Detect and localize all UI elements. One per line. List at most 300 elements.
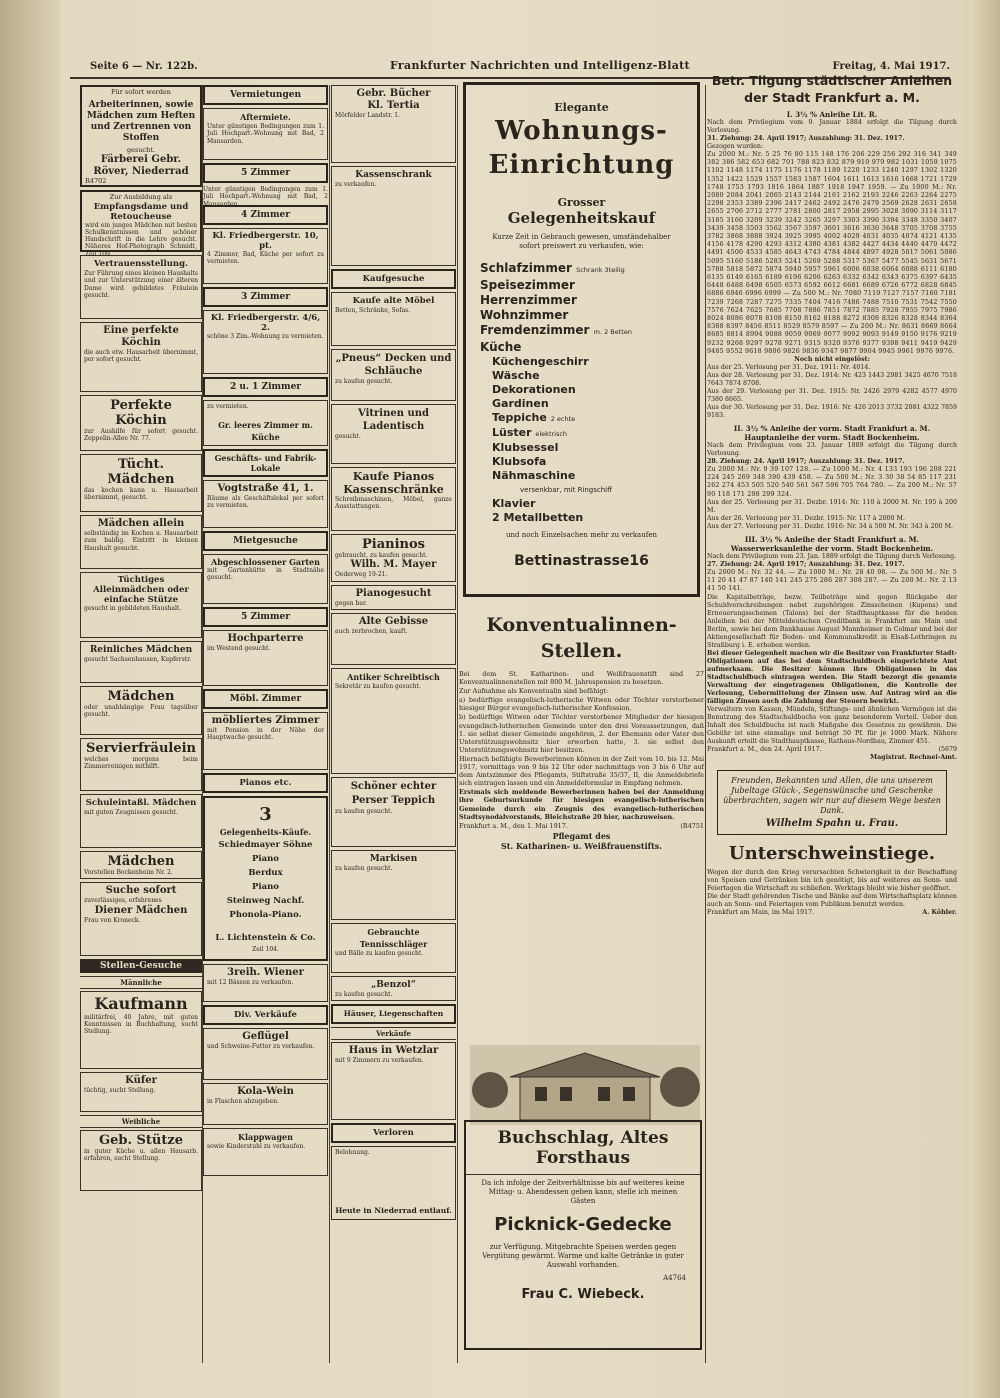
- ad-firm: Gebr. Bücher: [356, 88, 431, 99]
- ad-alleinmaedchen: [80, 572, 202, 638]
- item-note: elektrisch: [535, 430, 568, 438]
- section-heading: Kaufgesuche: [362, 274, 425, 284]
- ad-code: R4702: [85, 177, 107, 185]
- classifieds-column-1: [80, 85, 202, 1368]
- ad-text: mit Pension in der Nähe der Hauptwache gesucht.: [207, 727, 324, 742]
- ad-line: Schiedmayer Söhne: [218, 840, 313, 850]
- ad-title: Suche sofort: [105, 885, 177, 897]
- heading-haeuser: [331, 1004, 456, 1024]
- subsection-heading: Weibliche: [80, 1115, 202, 1128]
- notice-title: Unterschweinstiege.: [728, 842, 936, 864]
- ad-text: das kochen kann u. Hausarbeit übernimmt, gesucht.: [84, 487, 198, 502]
- ad-title: Hochparterre: [227, 633, 304, 644]
- ad-title: Gelegenheits-Käufe.: [219, 827, 312, 837]
- notice-paragraph: Aus der 26. Verlosung per 31. Dezbr. 1915: Nr. 117 à 2000 M.: [707, 514, 905, 522]
- item-name: Lüster: [492, 426, 532, 439]
- ad-title: Servierfräulein: [85, 741, 197, 756]
- list-item: 2 Metallbetten: [492, 511, 584, 524]
- ad-vertrauensstellung: [80, 255, 202, 319]
- ad-title: Tüchtiges Alleinmädchen oder einfache Stütze: [93, 575, 189, 605]
- ad-title: möbliertes Zimmer: [211, 715, 320, 726]
- ad-moebliertes-zimmer: [203, 712, 328, 770]
- issue-date: Freitag, 4. Mai 1917.: [832, 61, 950, 72]
- ad-wohnungseinrichtung: [463, 82, 700, 597]
- ad-text: Oederweg 19-21.: [335, 571, 388, 579]
- ad-alte-moebel: [331, 292, 456, 346]
- ad-number: 3: [259, 804, 272, 825]
- ad-title: Schöner echter Perser Teppich: [350, 780, 437, 806]
- ad-line: Phonola-Piano.: [229, 910, 302, 920]
- ad-title: Vitrinen und Ladentisch: [358, 408, 429, 432]
- ad-text: Belohnung.: [335, 1149, 370, 1157]
- ad-text: in Flaschen abzugeben.: [207, 1098, 279, 1105]
- list-item: [480, 369, 683, 383]
- ad-schreibtisch: [331, 668, 456, 774]
- ad-line: Piano: [252, 854, 279, 864]
- ad-text: Räume als Geschäftslokal per sofort zu vermieten.: [207, 495, 324, 510]
- ad-koechin: [80, 322, 202, 392]
- item-name: Nähmaschine: [492, 469, 576, 482]
- ad-title: Markisen: [369, 853, 418, 864]
- ad-vogtstrasse: [203, 480, 328, 528]
- ad-text: zu kaufen gesucht.: [335, 864, 393, 872]
- ad-title: Wohnungs-: [495, 116, 668, 146]
- bond-number-list: Zu 2000 M.: Nr. 5 25 76 80 115 148 176 206 229 256 292 316 341 349 382 386 582 653 682 701 788 823 832 879 910 979 982 1031 1059 1075 1102 1148 1174 1175 1176 1178 1189 1220 1233 1240 1297 1302 1320 1352 1422 1529 1557 1583 1587 1604 1611 1613 1616 1668 1721 1729 1748 1753 1793 1816 1864 1887 1918 1947 1959. — Zu 1000 M.: Nr. 2080 2084 2041 2065 2143 2144 2161 2162 2193 2246 2263 2264 2275 2298 2353 2389 2396 2417 2462 2492 2476 2479 2569 2628 2631 2658 2655 2706 2712 2777 2781 2800 2817 2958 2995 3028 3090 3114 3117 3185 3160 3209 3239 3242 3265 3297 3303 3390 3394 3348 3350 3407 3439 3458 3503 3562 3567 3597 3601 3616 3630 3648 3705 3708 3755 3782 3868 3888 3924 3925 3995 4002 4029 4031 4035 4074 4121 4135 4156 4178 4290 4293 4312 4380 4381 4382 4427 4434 4440 4470 4472 4491 4500 4533 4585 4643 4743 4784 4844 4897 4928 5017 5061 5086 5095 5160 5186 5283 5241 5269 5288 5317 5367 5477 5545 5631 5671 5788 5818 5872 5874 5940 5957 5961 6006 6038 6064 6088 6111 6180 6135 6149 6165 6189 6196 6206 6263 6332 6342 6343 6375 6397 6435 6448 6488 6498 6505 6573 6592 6612 6681 6689 6726 6772 6828 6845 6886 6946 6996 6999 — Zu 500 M.: Nr. 7080 7119 7127 7157 7160 7181 7239 7268 7287 7275 7335 7404 7416 7486 7488 7510 7531 7542 7550 7576 7624 7625 7685 7708 7886 7851 7872 7885 7928 7955 7975 7986 8024 8086 8078 8108 8150 8162 8188 8272 8308 8326 8328 8344 8364 8388 8397 8456 8511 8529 8579 8597 — Zu 200 M.: Nr. 8631 8669 8664 8685 8814 8994 9088 9059 9069 9077 9092 9093 9149 9150 9176 9219 9232 9268 9297 9278 9271 9315 9320 9376 9377 9398 9411 9419 9429 9485 9552 9618 9806 9826 9836 9347 9877 9904 9945 9961 9976 9976.: [707, 151, 957, 355]
- newspaper-title: Frankfurter Nachrichten und Intelligenz-Blatt: [390, 59, 690, 72]
- ad-title: „Benzol“: [371, 979, 416, 990]
- ad-title: „Pneus“ Decken und Schläuche: [335, 353, 452, 377]
- ad-title: Mädchen: [107, 854, 175, 869]
- list-item: [480, 397, 683, 411]
- ad-kaufmann: [80, 991, 202, 1069]
- heading-4-zimmer: [203, 205, 328, 225]
- ad-markisen: [331, 850, 456, 920]
- ad-maedchen-2: [80, 851, 202, 879]
- ad-intro: Für sofort werden: [111, 88, 171, 96]
- ad-kaufe-pianos: [331, 467, 456, 531]
- ad-title: Küfer: [125, 1074, 157, 1086]
- ad-kola-wein: [203, 1083, 328, 1125]
- ad-title: Kl. Tertia: [367, 100, 420, 111]
- bond-number-list: Zu 2000 M.: Nr. 9 39 107 128. — Zu 1000 M.: Nr. 4 133 193 196 208 221 224 245 269 348 390 439 458. — Zu 500 M.: Nr. 3 30 38 54 85 117 231 262 274 453 505 520 540 561 567 596 705 764 780. — Zu 200 M.: Nr. 57 90 118 171 298 299 324.: [707, 466, 957, 498]
- ad-line: Steinweg Nachf.: [226, 896, 305, 906]
- ad-vitrinen: [331, 404, 456, 464]
- notice-paragraph: Bei dem St. Katharinen- und Weißfrauenstift sind 27 Konventualinnenstellen mit 800 M. Jahrespension zu besetzen.: [459, 670, 704, 687]
- section-heading: 5 Zimmer: [241, 612, 290, 622]
- notice-paragraph: Aus der 25. Verlosung per 31. Dezbr. 1914: Nr. 110 à 2000 M. Nr. 195 à 200 M.: [707, 498, 957, 514]
- ad-text: zu kaufen gesucht.: [335, 807, 393, 815]
- item-name: Teppiche: [492, 411, 547, 424]
- list-item: [480, 340, 683, 355]
- ad-line: Berdux: [248, 868, 283, 878]
- list-item: [480, 469, 683, 483]
- ad-klappwagen: [203, 1128, 328, 1176]
- item-name: Dekorationen: [492, 383, 576, 396]
- notice-paragraph: Nach dem Privilegium vom 23. Jan. 1889 erfolgt die Tilgung durch Verlosung.: [707, 552, 957, 560]
- list-item: [480, 278, 683, 293]
- ad-kicker: Grosser: [557, 196, 606, 209]
- ad-title: Reinliches Mädchen: [89, 645, 193, 655]
- heading-pianos: [203, 773, 328, 793]
- ad-text: gebraucht, zu kaufen gesucht.: [335, 552, 428, 559]
- heading-3-zimmer: [203, 287, 328, 307]
- ad-maedchen: [80, 686, 202, 735]
- item-name: Klubsessel: [492, 441, 559, 454]
- ad-title: Geflügel: [242, 1031, 289, 1042]
- ad-text: Unter günstigen Bedingungen zum 1. Juli Hochpart.-Wohnung mit Bad, 2 Mansarden.: [207, 123, 324, 145]
- notice-date: Frankfurt a. M., den 1. Mai 1917.: [459, 821, 568, 830]
- ad-text: Unter günstigen Bedingungen zum 1. Juli Hochpart.-Wohnung mit Bad, 2 Mansarden.: [203, 186, 328, 208]
- notice-signature: Magistrat. Rechnei-Amt.: [870, 753, 957, 761]
- section-heading: Möbl. Zimmer: [229, 694, 302, 704]
- heading-geschaeftslokale: [203, 449, 328, 477]
- subsection-heading: Männliche: [80, 976, 202, 989]
- ad-text: zur Aushilfe für sofort gesucht. Zeppelin-Allee Nr. 77.: [84, 428, 198, 443]
- ad-text: zu kaufen gesucht.: [335, 378, 393, 385]
- notice-paragraph: Verwaltern von Kassen, Mündeln, Stiftungs- und ähnlichen Vermögen ist die Benutzung des Stadtschuldbuchs von ganz besonderem Vorteil. Ueber den Inhalt des Schuldbuchs ist nach Maßgabe des Gesetzes zu gewähren. Die Gebühr ist eine einmalige und beträgt 50 Pf. für je 1000 Mark. Nähere Auskunft erteilt die Stadthauptkasse, Rathaus-Nordbau, Zimmer 451.: [707, 705, 957, 745]
- list-item: [480, 411, 683, 426]
- ad-title: Vogtstraße 41, 1.: [217, 483, 314, 494]
- ad-text: oder unabhängige Frau tagsüber gesucht.: [84, 704, 198, 719]
- ad-alte-gebisse: [331, 613, 456, 665]
- notice-title: der Stadt Frankfurt a. M.: [744, 90, 920, 105]
- notice-paragraph: 31. Ziehung: 24. April 1917; Auszahlung: 31. Dez. 1917.: [707, 135, 905, 142]
- ad-text: schöne 3 Zim.-Wohnung zu vermieten.: [207, 333, 324, 340]
- ad-text: selbständig im Kochen u. Hausarbeit zum baldig. Eintritt in kleinen Haushalt gesucht.: [84, 530, 198, 552]
- notice-paragraph: Nach dem Privilegium vom 9. Januar 1884 erfolgt die Tilgung durch Verlosung.: [707, 119, 957, 134]
- ad-buecher: [331, 85, 456, 163]
- ad-text: gesucht.: [335, 433, 361, 440]
- ad-title: Mädchen: [107, 689, 175, 704]
- notice-paragraph: Aus der 28. Verlosung per 31. Dez. 1914: Nr. 423 1443 2981 3425 4670 7518 7643 7874 8708.: [707, 372, 957, 388]
- ad-text: mit guten Zeugnissen gesucht.: [84, 809, 178, 816]
- ad-title: Eine perfekte Köchin: [103, 325, 179, 348]
- ad-text: zu kaufen gesucht.: [335, 990, 393, 998]
- ad-headline: Picknick-Gedecke: [494, 1214, 672, 1235]
- notice-date: Frankfurt a. M., den 24. April 1917.: [707, 745, 822, 753]
- item-note: Schrank 3teilig: [576, 266, 625, 274]
- ad-text: wird ein junges Mädchen mit besten Schulkenntnissen und schöner Handschrift in die Lehre gesucht. Näheres Hof-Photograph Schmidt, Zeil 109.: [85, 221, 197, 258]
- ad-pianinos: [331, 534, 456, 582]
- ad-text: Mörfelder Landstr. 1.: [335, 112, 400, 119]
- column-rule: [705, 85, 706, 1363]
- ad-title: Alte Gebisse: [358, 615, 429, 627]
- ad-title: Schuleintaßl. Mädchen: [85, 798, 197, 808]
- page-number: Seite 6 — Nr. 122b.: [90, 61, 198, 72]
- ad-title: Buchschlag, Altes Forsthaus: [466, 1122, 700, 1175]
- section-heading: 2 u. 1 Zimmer: [229, 382, 302, 392]
- ad-text: Zur Führung eines kleinen Haushalts und zur Unterstützung einer älteren Dame wird gebildetes Fräulein gesucht.: [84, 270, 198, 299]
- ad-text: Frau von Kroneck.: [84, 916, 141, 924]
- notice-title: Konventualinnen-Stellen.: [486, 614, 677, 662]
- ad-title: Einrichtung: [488, 150, 675, 180]
- notice-date: Frankfurt am Main, im Mai 1917.: [707, 908, 815, 916]
- item-name: Küchengeschirr: [492, 355, 589, 368]
- ad-title: Kassenschrank: [355, 170, 432, 180]
- ad-text: Schreibmaschinen, Möbel, ganze Ausstattungen.: [335, 496, 452, 511]
- section-heading: 4 Zimmer: [241, 210, 290, 220]
- ad-title: Tücht. Mädchen: [107, 457, 175, 487]
- furniture-list: [480, 261, 683, 355]
- ad-title: Arbeiterinnen, sowie Mädchen zum Heften und Zertrennen von Stoffen: [86, 99, 196, 143]
- ad-kuefer: [80, 1072, 202, 1112]
- ad-title: Abgeschlossener Garten: [211, 557, 320, 567]
- notice-anleihen-column: [707, 72, 957, 1372]
- section-heading: Stellen-Gesuche: [80, 959, 202, 973]
- ad-aftermiete: [203, 108, 328, 160]
- section-heading: Häuser, Liegenschaften: [343, 1009, 444, 1019]
- section-heading: Div. Verkäufe: [234, 1010, 297, 1020]
- ad-text: militärfrei, 40 Jahre, mit guten Kenntnissen in Buchhaltung, sucht Stellung.: [84, 1013, 198, 1036]
- ad-title: Diener Mädchen: [94, 904, 188, 916]
- notice-paragraph: Die der Stadt gehörenden Tische und Bänke auf dem Wirtschaftsplatz können auch an Sonn- und Feiertagen vom Publikum benutzt werden.: [707, 892, 957, 908]
- notice-paragraph: Hiernach befähigte Bewerberinnen können in der Zeit vom 10. bis 12. Mai 1917, vormittags von 9 bis 12 Uhr oder nachmittags von 3 bis 6 Uhr auf dem Amtszimmer des Pflegamts, Stiftstraße 35/37, II, die Anmeldebriefe sich eintragen lassen und ein Anmeldeformular in Empfang nehmen.: [459, 754, 704, 788]
- notice-paragraph: Aus der 29. Verlosung per 31. Dez. 1915: Nr. 2426 2979 4282 4577 4970 7380 8665.: [707, 388, 957, 404]
- ad-kicker: Elegante: [554, 101, 609, 114]
- ad-pianogesucht: [331, 585, 456, 610]
- ad-text: zu verkaufen.: [335, 181, 377, 188]
- heading-2-1-zimmer: [203, 377, 328, 397]
- section-heading: 5 Zimmer: [241, 168, 290, 178]
- notice-signature: St. Katharinen- u. Weißfrauenstifts.: [500, 840, 663, 851]
- ad-garten: [203, 554, 328, 604]
- ad-friedbergerstr-4: [203, 310, 328, 374]
- ad-line: Piano: [252, 882, 279, 892]
- ad-benzol: [331, 976, 456, 1001]
- section-heading: 3 Zimmer: [241, 292, 290, 302]
- notice-section: III. 3½ % Anleihe der Stadt Frankfurt a. M. Wasserwerksanleihe der vorm. Stadt Bockenheim.: [730, 534, 934, 553]
- ad-arbeiterinnen: [80, 85, 202, 187]
- notice-code: (5679: [938, 745, 957, 753]
- list-item: [480, 455, 683, 469]
- page-edge: [970, 0, 1000, 1398]
- item-name: Klubsofa: [492, 455, 547, 468]
- ad-text: und noch Einzelsachen mehr zu verkaufen: [506, 531, 657, 539]
- ad-text: gegen bar.: [335, 599, 368, 607]
- item-note: m. 2 Betten: [593, 328, 632, 336]
- notice-paragraph: Gezogen wurden:: [707, 143, 764, 150]
- notice-paragraph: 27. Ziehung: 24. April 1917; Auszahlung: 31. Dez. 1917.: [707, 560, 905, 568]
- ad-title: Kola-Wein: [237, 1086, 294, 1097]
- item-name: Schlafzimmer: [480, 261, 572, 275]
- ad-kassenschrank: [331, 166, 456, 266]
- ad-title: 3reih. Wiener: [227, 967, 304, 978]
- heading-5-zimmer: [203, 163, 328, 183]
- ad-text: 4 Zimmer, Bad, Küche per sofort zu vermieten.: [207, 251, 324, 266]
- heading-mietgesuche: [203, 531, 328, 551]
- list-item: [480, 261, 683, 278]
- ad-address: Zeil 104.: [252, 946, 279, 953]
- notice-paragraph: Aus der 25. Verlosung per 31. Dez. 1911: Nr. 4014.: [707, 364, 871, 372]
- ad-text: die auch etw. Hausarbeit übernimmt, per sofort gesucht.: [84, 349, 198, 364]
- ad-gelegenheitskaeufe: [203, 796, 328, 961]
- ad-title: Antiker Schreibtisch: [347, 671, 440, 682]
- ad-title: Gebrauchte Tennisschläger: [359, 926, 428, 949]
- ad-text: und Bälle zu kaufen gesucht.: [335, 949, 424, 957]
- ad-subtitle: Gelegenheitskauf: [507, 209, 656, 227]
- ad-note: versenkbar, mit Ringschiff: [520, 486, 612, 494]
- ad-title: Haus in Wetzlar: [348, 1045, 439, 1057]
- ad-text: welches morgens beim Zimmerreinigen mithilft.: [84, 756, 198, 771]
- ad-danksagung: [717, 770, 947, 835]
- household-list: [480, 355, 683, 483]
- notice-paragraph: b) bedürftige Witwen oder Töchter verstorbener Mitglieder der hiesigen evangelisch-lutherischen Gemeinde unter den drei Voraussetzungen, daß 1. sie selbst dieser Gemeinde angehören, 2. der Ehemann oder Vater den Unterstützungswohnsitz hier erworben hatte, 3. sie selbst den Unterstützungswohnsitz hier besitzen.: [459, 713, 704, 754]
- notice-paragraph: Nach dem Privilegium vom 23. Januar 1889 erfolgt die Tilgung durch Verlosung.: [707, 442, 957, 458]
- ad-empfangsdame: [80, 190, 202, 258]
- notice-section: I. 3½ % Anleihe Lit. R.: [786, 110, 878, 119]
- notice-paragraph: a) bedürftige evangelisch-lutherische Witwen oder Töchter verstorbener hiesiger Bürger evangelisch-lutherischer Konfession,: [459, 696, 704, 713]
- ad-text: sowie Kinderstuhl zu verkaufen.: [207, 1143, 306, 1150]
- ad-text: in guter Küche u. allen Hausarb. erfahren, sucht Stellung.: [84, 1147, 198, 1162]
- ad-title: Kl. Friedbergerstr. 10, pt.: [212, 231, 319, 251]
- notice-paragraph: Bei dieser Gelegenheit machen wir die Besitzer von Frankfurter Stadt-Obligationen auf das bei dem Stadtschuldbuch eingerichtete Amt aufmerksam. Die Besitzer können ihre Obligationen in das Stadtschuldbuch eintragen werden. Die Stadt bezorgt die gesamte Verwaltung der eingetragenen Obligationen, die Kontrolle der Verlosung, Uebermittelung der Zinsen usw. Auf Antrag wird an die fälligen Zinsen auch die Zahlung der Steuern bewirkt.: [707, 649, 957, 705]
- list-item: [480, 293, 683, 308]
- column-rule: [329, 85, 330, 1363]
- ad-text: Betten, Schränke, Sofas.: [335, 307, 411, 314]
- ad-text: tüchtig, sucht Stellung.: [84, 1086, 156, 1094]
- ad-text: zu vermieten.: [207, 403, 249, 410]
- ad-title: Kaufe Pianos Kassenschränke: [343, 470, 444, 496]
- notice-paragraph: Noch nicht eingelöst:: [794, 356, 870, 364]
- ad-signature: Frau C. Wiebeck.: [521, 1287, 645, 1302]
- classifieds-column-2: [203, 85, 328, 1368]
- section-heading: Pianos etc.: [239, 778, 292, 788]
- ad-haus-wetzlar: [331, 1042, 456, 1120]
- section-heading: Mietgesuche: [233, 536, 298, 546]
- section-heading: Verloren: [373, 1128, 414, 1139]
- list-item: [480, 323, 683, 340]
- ad-perfekte-koechin: [80, 395, 202, 451]
- ad-text: mit 9 Zimmern zu verkaufen.: [335, 1057, 424, 1065]
- list-item: [480, 441, 683, 455]
- item-name: Speisezimmer: [480, 278, 575, 292]
- ad-servierfraeulein: [80, 738, 202, 791]
- forsthaus-illustration: [470, 1045, 700, 1125]
- ad-title: Pianinos: [362, 537, 425, 552]
- ad-schulentl-maedchen: [80, 794, 202, 848]
- ad-text: gesucht in gebildeten Haushalt.: [84, 605, 182, 612]
- ad-title: Heute in Niederrad entlauf.: [335, 1206, 452, 1216]
- notice-paragraph: Die Kapitalbeträge, bezw. Teilbeträge sind gegen Rückgabe der Schuldverschreibungen nebst zugehörigen Zinsscheinen (Kupons) und Erneuerungsscheinen (Talons) bei der Stadthauptkasse für die beiden Anleihen bei der Mitteldeutschen Creditbank in Frankfurt am Main und Berlin, sowie bei dem Bankhause August Mannheimer in Colmar und bei der Aktiengesellschaft für Boden- und Kommunalkredit in Elsaß-Lothringen zu Straßburg i. E. erhoben werden.: [707, 593, 957, 649]
- ad-perser-teppich: [331, 777, 456, 847]
- list-item: [480, 308, 683, 323]
- item-name: Wohnzimmer: [480, 308, 569, 322]
- ad-text: Vorstellen Bockenheim Nr. 2.: [84, 869, 173, 876]
- ad-text: mit 12 Bässen zu verkaufen.: [207, 979, 294, 986]
- ad-code: A4764: [663, 1274, 686, 1282]
- heading-5-zimmer-2: [203, 607, 328, 627]
- ad-title: Kl. Friedbergerstr. 4/6, 2.: [210, 313, 321, 333]
- notice-paragraph: Wegen der durch den Krieg verursachten Schwierigkeit in der Beschaffung von Speisen und Getränken bin ich genötigt, bis auf weiteres an Sonn- und Feiertagen die Wirtschaft zu schließen. Werktags bleibt wie bisher geöffnet.: [707, 868, 957, 892]
- ad-reinliches-maedchen: [80, 641, 202, 683]
- ad-text: Da ich infolge der Zeitverhältnisse bis auf weiteres keine Mittag- u. Abendessen geben kann, stelle ich meinen Gästen: [481, 1179, 685, 1205]
- ad-tuecht-maedchen: [80, 454, 202, 512]
- item-name: Herrenzimmer: [480, 293, 577, 307]
- ad-address: Bettinastrasse16: [514, 553, 649, 569]
- notice-section: II. 3½ % Anleihe der vorm. Stadt Frankfurt a. M. Hauptanleihe der vorm. Stadt Bockenheim.: [733, 424, 931, 443]
- bond-number-list: Zu 2000 M.: Nr. 32 44. — Zu 1000 M.: Nr. 28 40 98. — Zu 500 M.: Nr. 5 11 20 41 47 87 140 141 245 275 286 287 308 287. — Zu 200 M.: Nr. 2 13 41 50 141.: [707, 568, 957, 593]
- ad-tennisschlaeger: [331, 923, 456, 973]
- ad-intro: Zur Ausbildung als: [109, 193, 173, 201]
- notice-paragraph: Aus der 27. Verlosung per 31. Dezbr. 1916: Nr. 34 à 500 M. Nr. 343 à 200 M.: [707, 522, 954, 530]
- ad-title: Kaufe alte Möbel: [352, 296, 435, 306]
- item-name: Fremdenzimmer: [480, 323, 590, 337]
- list-item: [480, 426, 683, 441]
- ad-text: Kurze Zeit in Gebrauch gewesen, umständehalber sofort preiswert zu verkaufen, wie:: [492, 233, 671, 250]
- section-heading: Vermietungen: [229, 90, 302, 100]
- item-name: Wäsche: [492, 369, 540, 382]
- notice-code: (R4751: [680, 821, 704, 830]
- ad-text: gesucht Sachsenhausen, Kupferstr.: [84, 656, 192, 663]
- notice-paragraph: Erstmals sich meldende Bewerberinnen haben bei der Anmeldung ihre Geburtsurkunde für hiesigen evangelisch-lutherischen Gemeinde durch ein Zeugnis des evangelisch-lutherischen Stadtsynodalvorstands, Bleichstraße 20 hier, nachzuweisen.: [459, 788, 704, 821]
- ad-entlaufen: [331, 1146, 456, 1220]
- item-note: 2 echte: [550, 415, 576, 423]
- ad-title: Geb. Stütze: [98, 1132, 184, 1148]
- page-gutter: [0, 0, 60, 1398]
- ad-text: zur Verfügung. Mitgebrachte Speisen werden gegen Vergütung gewärmt. Warme und kalte Getränke in guter Auswahl vorhanden.: [482, 1243, 684, 1269]
- ad-altes-forsthaus: [464, 1120, 702, 1350]
- ad-leeres-zimmer: [203, 400, 328, 446]
- ad-suche-sofort: [80, 882, 202, 955]
- ad-text: und Schweine-Futter zu verkaufen.: [207, 1043, 315, 1050]
- list-item: Klavier: [492, 497, 536, 510]
- ad-text: zuverlässiges, erfahrenes: [84, 897, 162, 905]
- notice-title: Betr. Tilgung städtischer Anleihen: [711, 73, 953, 88]
- ad-text: auch zerbrochen, kauft.: [335, 627, 408, 635]
- item-name: Gardinen: [492, 397, 549, 410]
- ad-text: im Westend gesucht.: [207, 645, 271, 652]
- ad-gefluegel: [203, 1028, 328, 1080]
- ad-text: mit Gartenhütte in Stadtnähe gesucht.: [207, 567, 324, 582]
- ad-firm: L. Lichtenstein & Co.: [215, 933, 316, 943]
- ad-firm: Färberei Gebr. Röver, Niederrad: [93, 154, 189, 177]
- notice-paragraph: Zur Aufnahme als Konventualin sind befähigt:: [459, 687, 609, 696]
- ad-pneus: [331, 349, 456, 401]
- notice-signature: A. Köhler.: [922, 908, 957, 916]
- ad-hochparterre: [203, 630, 328, 686]
- ad-friedbergerstr-10: [203, 228, 328, 284]
- heading-kaufgesuche: [331, 269, 456, 289]
- ad-title: Wilh. M. Mayer: [350, 559, 437, 571]
- subsection-heading: Verkäufe: [331, 1027, 456, 1040]
- ad-title: Gr. leeres Zimmer m. Küche: [218, 420, 313, 442]
- item-name: Küche: [480, 340, 522, 354]
- ad-title: Vertrauensstellung.: [93, 259, 188, 269]
- list-item: [480, 383, 683, 397]
- ad-title: Pianogesucht: [355, 587, 432, 599]
- ad-title: Aftermiete.: [240, 112, 291, 122]
- notice-paragraph: Aus der 30. Verlosung per 31. Dez. 1916: Nr. 426 2013 3732 2081 4322 7859 9183.: [707, 404, 957, 420]
- section-vermietungen: [203, 85, 328, 105]
- ad-title: Mädchen allein: [97, 518, 185, 529]
- ad-title: Perfekte Köchin: [110, 398, 172, 428]
- ad-title: Empfangsdame und Retoucheuse: [93, 201, 189, 222]
- column-rule: [457, 85, 458, 1363]
- ad-title: Kaufmann: [94, 993, 188, 1013]
- ad-wiener: [203, 964, 328, 1002]
- heading-moebl-zimmer: [203, 689, 328, 709]
- notice-paragraph: 28. Ziehung: 24. April 1917; Auszahlung: 31. Dez. 1917.: [707, 458, 905, 466]
- ad-geb-stuetze: [80, 1130, 202, 1191]
- ad-text: Freunden, Bekannten und Allen, die uns unserem Jubeltage Glück-, Segenswünsche und Geschenke überbrachten, sagen wir nur auf diesem Wege besten Dank.: [723, 775, 941, 815]
- ad-maedchen-allein: [80, 515, 202, 569]
- notice-signature: Pflegamt des: [552, 830, 611, 841]
- ad-title: Klappwagen: [238, 1132, 293, 1142]
- ad-text: Sekretär zu kaufen gesucht.: [335, 682, 421, 690]
- classifieds-column-3: [331, 85, 456, 1368]
- ad-signature: Wilhelm Spahn u. Frau.: [765, 817, 899, 829]
- ad-text: gesucht.: [126, 145, 156, 154]
